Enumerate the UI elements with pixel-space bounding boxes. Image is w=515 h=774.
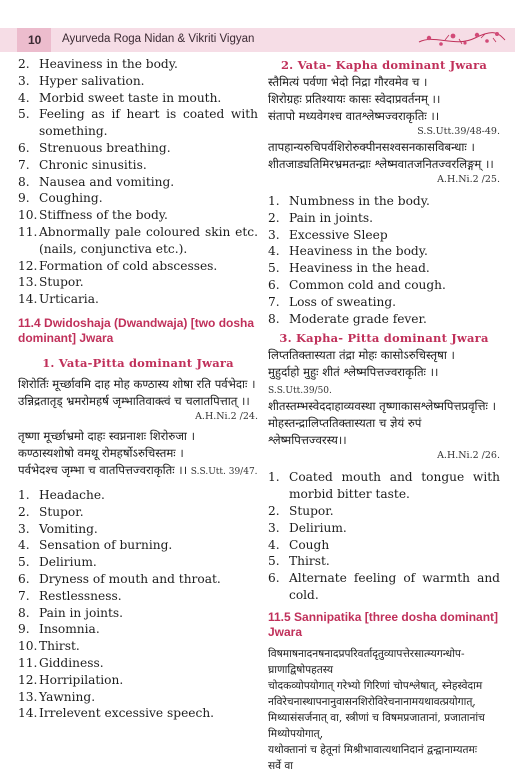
list-number: 7. [268, 294, 280, 309]
list-number: 6. [268, 571, 280, 586]
list-number: 8. [18, 605, 30, 620]
list-text: Irrelevent excessive speech. [39, 706, 215, 721]
list-item [18, 605, 258, 622]
list-text: Heaviness in the head. [289, 261, 430, 276]
verse-text: मुहुर्दाहो मुहुः शीतं श्लेष्मपित्तज्वराकृतिः ।। [268, 365, 439, 380]
verse-line: मोहस्तन्द्रालिप्ततिक्तास्यता च ज्ञेयं रुपं श्लेष्मपित्तज्वरस्य।। [268, 416, 422, 448]
list-item [18, 224, 258, 258]
list-item [268, 193, 500, 210]
list-text: Common cold and cough. [289, 277, 446, 292]
right-column [268, 56, 500, 774]
list-item [18, 571, 258, 588]
floral-ornament-icon [415, 24, 507, 54]
list-text: Loss of sweating. [289, 294, 397, 309]
list-text: Delirium. [289, 520, 347, 535]
list-number: 2. [18, 504, 30, 519]
sanskrit-prose [268, 646, 500, 774]
sanskrit-verse-1 [18, 376, 258, 410]
subsection-heading-vata-kapha: 2. Vata- Kapha dominant Jwara [280, 58, 487, 72]
sanskrit-verse-3 [268, 74, 500, 125]
list-item [18, 521, 258, 538]
symptom-list-vata-kapha [268, 193, 500, 327]
list-number: 5. [268, 261, 280, 276]
list-number: 3. [268, 227, 280, 242]
list-text: Chronic sinusitis. [39, 157, 147, 172]
list-text: Moderate grade fever. [289, 311, 427, 326]
list-number: 2. [18, 57, 30, 71]
verse-line: संतापो मध्यवेगश्च वातश्लेष्मज्वराकृतिः ।। [268, 109, 440, 123]
verse-line: कण्ठास्यशोषो वमथू रोमहर्षोऽरुचिस्तमः । [18, 445, 184, 460]
list-text: Pain in joints. [39, 605, 124, 620]
prose-line: चोदकव्योपयोगात् गरेभ्यो गिरिणां चोपश्लेषात्, स्नेहस्वेदाम [268, 679, 483, 692]
list-text: Pain in joints. [289, 210, 374, 225]
list-item [268, 227, 500, 244]
list-number: 6. [268, 277, 280, 292]
verse-line: शीतस्तम्भस्वेददाहाव्यवस्था तृष्णाकासश्लेष्मपित्तप्रवृत्तिः । [268, 399, 496, 414]
list-number: 7. [18, 588, 30, 603]
list-item [268, 260, 500, 277]
verse-line: शीतजाड्यतिमिरभ्रमतन्द्राः श्लेष्मवातजनितज्वरलिङ्गम् ।। [268, 157, 494, 171]
list-text: Stupor. [39, 504, 84, 519]
list-text: Stupor. [39, 275, 84, 290]
prose-line: सर्वे वा [268, 759, 294, 772]
list-item [18, 140, 258, 157]
list-number: 5. [18, 555, 30, 570]
list-number: 6. [18, 571, 30, 586]
list-number: 12. [18, 258, 38, 273]
verse-line: लिप्ततिक्तास्यता तंद्रा मोहः कासोऽरुचिस्तृषा । [268, 348, 455, 363]
list-number: 7. [18, 157, 30, 172]
list-item [18, 621, 258, 638]
prose-line: घ्राणाद्विषोपहतस्य [268, 663, 334, 676]
list-text: Abnormally pale coloured skin etc. (nails, conjunctiva etc.). [39, 224, 258, 256]
verse-line: तापहान्यरुचिपर्वशिरोरुक्पीनसश्वसनकासविबन्धाः । [268, 140, 475, 154]
list-item [18, 705, 258, 722]
list-text: Thirst. [289, 554, 330, 569]
list-item [18, 655, 258, 672]
list-text: Dryness of mouth and throat. [39, 571, 221, 586]
list-number: 8. [18, 174, 30, 189]
list-item [18, 157, 258, 174]
list-number: 1. [18, 487, 30, 502]
list-text: Feeling as if heart is coated with something. [39, 107, 258, 139]
list-text: Stupor. [289, 503, 334, 518]
list-number: 10. [18, 208, 38, 223]
list-item [18, 56, 258, 73]
book-title: Ayurveda Roga Nidan & Vikriti Vigyan [62, 33, 255, 45]
list-number: 13. [18, 689, 38, 704]
list-text: Coughing. [39, 191, 103, 206]
list-item [268, 277, 500, 294]
sanskrit-verse-4 [268, 139, 500, 173]
list-item [18, 638, 258, 655]
verse-line: उन्निद्रतातृड् भ्रमरोमहर्ष जृम्भातिवाक्त्वं च चलातपित्तात् ।। [18, 393, 250, 408]
verse-line: शिरोग्रहः प्रतिश्यायः कासः स्वेदाप्रवर्तनम् ।। [268, 92, 441, 106]
list-number: 4. [268, 537, 280, 552]
verse-reference: S.S.Utt. 39/47. [190, 466, 258, 477]
list-item [268, 469, 500, 503]
list-item [18, 274, 258, 291]
list-item [268, 243, 500, 260]
list-number: 4. [18, 538, 30, 553]
list-number: 4. [18, 90, 30, 105]
list-number: 9. [18, 622, 30, 637]
list-text: Excessive Sleep [289, 227, 388, 242]
list-text: Coated mouth and tongue with morbid bitter taste. [289, 470, 500, 502]
list-text: Cough [289, 537, 330, 552]
section-heading-11-5: 11.5 Sannipatika [three dosha dominant] Jwara [268, 609, 499, 639]
list-number: 4. [268, 244, 280, 259]
list-number: 10. [18, 639, 38, 654]
list-text: Delirium. [39, 555, 97, 570]
list-number: 6. [18, 140, 30, 155]
list-number: 8. [268, 311, 280, 326]
verse-reference: S.S.Utt.39/48-49. [417, 126, 500, 137]
verse-text: पर्वभेदश्च जृम्भा च वातपित्तज्वराकृतिः ।। [18, 462, 188, 477]
sanskrit-verse-5 [268, 347, 500, 449]
list-item [268, 520, 500, 537]
list-number: 13. [18, 275, 38, 290]
list-text: Insomnia. [39, 622, 100, 637]
list-number: 2. [268, 503, 280, 518]
list-item [18, 73, 258, 90]
list-text: Stiffness of the body. [39, 208, 168, 223]
list-text: Strenuous breathing. [39, 140, 171, 155]
list-number: 3. [18, 73, 30, 88]
list-item [268, 503, 500, 520]
list-text: Numbness in the body. [289, 194, 430, 208]
verse-reference: A.H.Ni.2 /25. [437, 174, 500, 185]
list-number: 1. [268, 470, 280, 485]
list-text: Yawning. [39, 689, 96, 704]
list-item [18, 554, 258, 571]
list-number: 1. [268, 194, 280, 208]
list-number: 2. [268, 210, 280, 225]
list-item [268, 294, 500, 311]
list-item [268, 553, 500, 570]
section-heading-11-4: 11.4 Dwidoshaja (Dwandwaja) [two dosha dominant] Jwara [18, 315, 255, 345]
list-text: Nausea and vomiting. [39, 174, 175, 189]
prose-line: मिथ्योपयोगात्, [268, 727, 324, 740]
list-number: 3. [268, 520, 280, 535]
list-item [268, 210, 500, 227]
list-item [268, 537, 500, 554]
list-number: 12. [18, 672, 38, 687]
list-item [18, 291, 258, 308]
list-item [18, 689, 258, 706]
symptom-list-vata-pitta [18, 487, 258, 722]
prose-line: नविरेचनास्थापनानुवासनशिरोविरेचनानामयथावत्प्रयोगात्, [268, 695, 476, 708]
prose-line: मिथ्यासंसर्जनात् वा, स्त्रीणां च विषमप्रजातानां, प्रजातानांच [268, 711, 485, 724]
list-text: Giddiness. [39, 655, 104, 670]
list-number: 9. [18, 191, 30, 206]
verse-reference: S.S.Utt.39/50. [268, 386, 332, 397]
page-number: 10 [28, 33, 42, 47]
list-text: Urticaria. [39, 292, 99, 307]
list-item [18, 537, 258, 554]
subsection-heading-vata-pitta: 1. Vata-Pitta dominant Jwara [42, 355, 234, 370]
list-item [268, 311, 500, 328]
list-item [18, 672, 258, 689]
list-text: Restlessness. [39, 588, 122, 603]
symptom-list-kapha-pitta [268, 469, 500, 603]
symptom-list-kapha [18, 56, 258, 308]
list-item [18, 258, 258, 275]
list-item [18, 504, 258, 521]
list-text: Thirst. [39, 639, 80, 654]
list-item [18, 174, 258, 191]
list-number: 5. [268, 554, 280, 569]
list-item [18, 588, 258, 605]
list-number: 5. [18, 107, 30, 122]
list-text: Horripilation. [39, 672, 124, 687]
list-item [18, 487, 258, 504]
list-item [18, 207, 258, 224]
list-text: Alternate feeling of warmth and cold. [289, 571, 500, 602]
verse-line [268, 364, 500, 398]
list-text: Vomiting. [39, 521, 98, 536]
verse-reference: A.H.Ni.2 /26. [437, 450, 500, 462]
verse-line: तृष्णा मूर्च्छाभ्रमो दाहः स्वप्ननाशः शिरोरुजा । [18, 428, 196, 443]
verse-line: स्तैमित्यं पर्वणा भेदो निद्रा गौरवमेव च । [268, 75, 428, 89]
list-text: Heaviness in the body. [289, 244, 428, 259]
list-item [18, 106, 258, 140]
list-item [268, 570, 500, 604]
left-column [18, 56, 258, 722]
list-number: 3. [18, 521, 30, 536]
prose-line: यथोक्तानां च हेतूनां मिश्रीभावात्यथानिदानं द्वन्द्वानाम्यतमः [268, 743, 477, 756]
list-number: 11. [18, 224, 38, 239]
list-number: 11. [18, 655, 38, 670]
list-item [18, 190, 258, 207]
list-text: Hyper salivation. [39, 73, 145, 88]
page-header [0, 0, 515, 47]
verse-line: शिरोर्तिः मूर्च्छावमि दाह मोह कण्ठास्य शोषा रति पर्वभेदाः । [18, 376, 256, 391]
verse-reference: A.H.Ni.2 /24. [195, 410, 258, 422]
prose-line: विषमाषनादनषनादप्रपरिवर्तादृतुव्यापत्तेरसात्म्यगन्धोप- [268, 647, 465, 660]
subsection-heading-kapha-pitta: 3. Kapha- Pitta dominant Jwara [279, 331, 489, 346]
verse-line [18, 462, 258, 479]
list-number: 14. [18, 292, 38, 307]
list-text: Headache. [39, 487, 105, 502]
sanskrit-verse-2 [18, 428, 258, 479]
list-text: Morbid sweet taste in mouth. [39, 90, 222, 105]
list-text: Sensation of burning. [39, 538, 173, 553]
list-text: Heaviness in the body. [39, 57, 178, 71]
list-number: 14. [18, 706, 38, 721]
list-text: Formation of cold abscesses. [39, 258, 218, 273]
list-item [18, 90, 258, 107]
